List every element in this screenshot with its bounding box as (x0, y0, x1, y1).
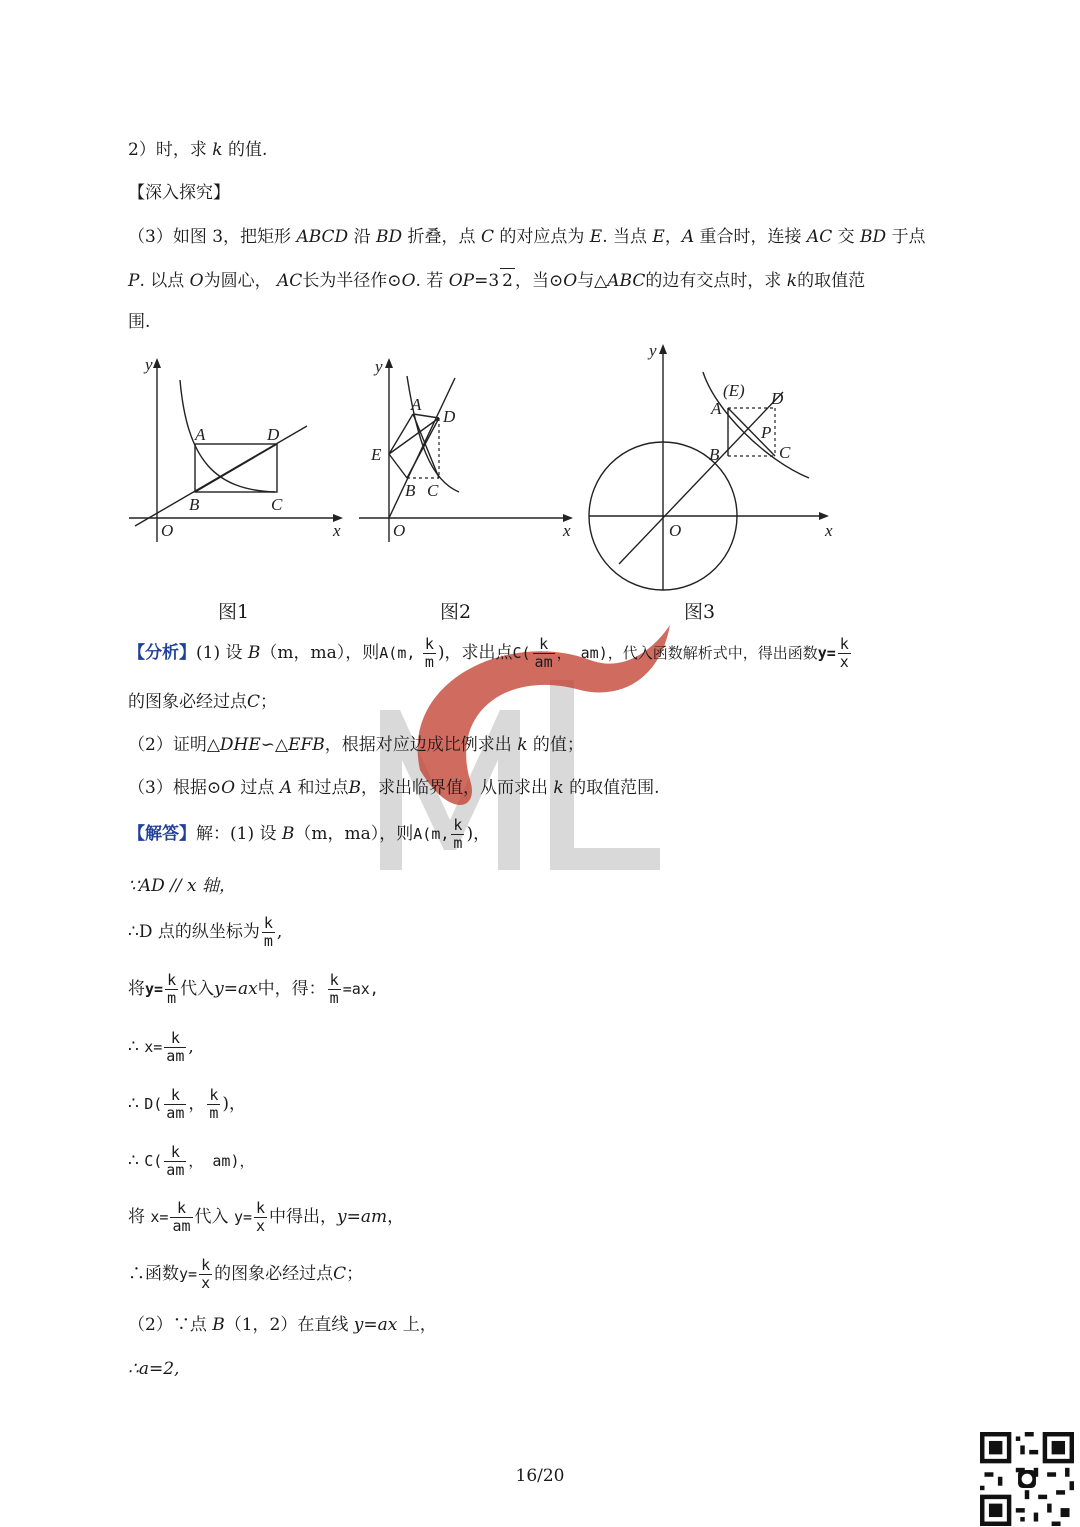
fig3-point-d: D (771, 389, 784, 408)
problem-line-3: （3）如图 3，把矩形 ABCD 沿 BD 折叠，点 C 的对应点为 E. 当点 E，A 重合时，连接 AC 交 BD 于点 (128, 227, 926, 247)
analysis-tag: 【分析】 (128, 643, 196, 663)
fig3-point-b: B (709, 445, 720, 464)
sqrt-two: 2 (500, 268, 515, 293)
fig2-point-c: C (427, 481, 439, 500)
frac-k-over-am: $\frac{k}{am}$ (534, 635, 553, 671)
fig3-caption: 图3 (684, 601, 716, 623)
solution-line-5: ∴ x= $\frac{k}{am}$ , (128, 1029, 194, 1065)
solution-line-6: ∴ D( $\frac{k}{am}$ ， $\frac{k}{m}$ )， (128, 1086, 247, 1122)
fig1-point-b: B (189, 495, 200, 514)
fig3-point-a: A (711, 399, 722, 418)
problem-line-5: 围. (128, 312, 151, 332)
frac-k-over-x: $\frac{k}{x}$ (839, 635, 849, 671)
fig3-x-label: x (825, 521, 833, 540)
solution-line-2: ∵AD // x 轴， (128, 876, 236, 896)
page-number: 16/20 (515, 1466, 565, 1486)
solution-line-10: （2）∵点 B（1，2）在直线 y=ax 上， (128, 1315, 437, 1335)
fig1-caption: 图1 (218, 601, 250, 623)
frac-k-over-m: $\frac{k}{m}$ (424, 635, 434, 671)
fig1-point-a: A (195, 425, 206, 444)
fig3-origin-label: O (669, 521, 682, 540)
fig1-point-c: C (271, 495, 283, 514)
qr-code-icon (980, 1432, 1074, 1526)
solution-line-9: ∴函数y= $\frac{k}{x}$ 的图象必经过点C； (128, 1256, 364, 1292)
analysis-line-3: （3）根据⊙O 过点 A 和过点B，求出临界值，从而求出 k 的取值范围. (128, 778, 660, 798)
fig2-y-label: y (375, 357, 383, 376)
fig1-x-label: x (333, 521, 341, 540)
problem-line-1: 2）时，求 k 的值. (128, 140, 268, 160)
fig2-caption: 图2 (440, 601, 472, 623)
analysis-line-1: 【分析】(1) 设 B（m，ma），则A(m, $\frac{k}{m}$ )，求出点C( $\frac{k}{am}$ ， am)，代入函数解析式中，得出函数y= $\frac{k}{x}$ (128, 635, 849, 671)
fig3-point-c: C (779, 443, 791, 462)
figure-3 (585, 340, 840, 600)
fig1-point-d: D (267, 425, 280, 444)
solution-line-8: 将 x= $\frac{k}{am}$ 代入 y= $\frac{k}{x}$ 中得出，y=am， (128, 1199, 405, 1235)
figure-2 (355, 350, 580, 550)
figure-1 (125, 350, 350, 550)
fig2-x-label: x (563, 521, 571, 540)
analysis-line-1b: 的图象必经过点C； (128, 692, 278, 712)
fig2-origin-label: O (393, 521, 406, 540)
fig3-point-p: P (761, 423, 772, 442)
solution-line-4: 将y= $\frac{k}{m}$ 代入y=ax中，得： $\frac{k}{m}$ =ax, (128, 971, 379, 1007)
solution-tag: 【解答】 (128, 824, 196, 844)
section-heading: 【深入探究】 (128, 183, 230, 203)
solution-line-7: ∴ C( $\frac{k}{am}$ ， am)， (128, 1143, 255, 1179)
solution-line-11: ∴a=2, (128, 1359, 180, 1379)
solution-line-1: 【解答】解：(1) 设 B（m，ma），则A(m, $\frac{k}{m}$ )， (128, 816, 491, 852)
fig2-point-d: D (443, 407, 456, 426)
fig2-point-e: E (371, 445, 382, 464)
problem-line-4: P. 以点 O为圆心， AC长为半径作⊙O. 若 OP=3 2 ，当⊙O与△ABC的边有交点时，求 k的取值范 (128, 268, 865, 293)
fig2-point-b: B (405, 481, 416, 500)
fig3-y-label: y (649, 341, 657, 360)
fig1-y-label: y (145, 355, 153, 374)
analysis-line-2: （2）证明△DHE∽△EFB，根据对应边成比例求出 k 的值； (128, 735, 584, 755)
fig2-point-a: A (411, 395, 422, 414)
fig3-point-e: (E) (723, 381, 745, 400)
fig1-origin-label: O (161, 521, 174, 540)
solution-line-3: ∴D 点的纵坐标为 $\frac{k}{m}$ , (128, 914, 283, 950)
